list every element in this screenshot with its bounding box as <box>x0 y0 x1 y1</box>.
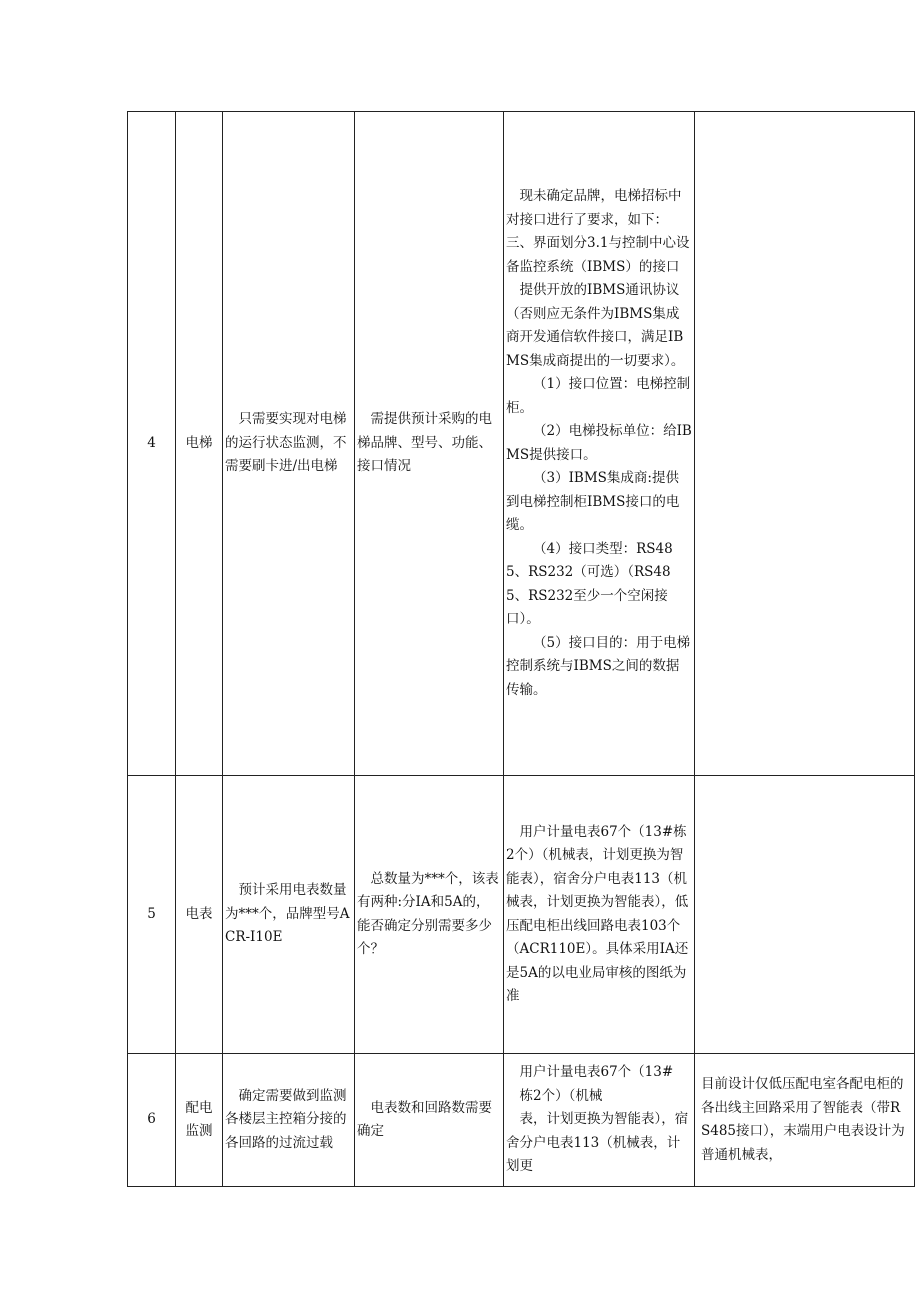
reply-paragraph: （3）IBMS集成商:提供到电梯控制柜IBMS接口的电缆。 <box>506 470 680 533</box>
note-cell <box>695 776 915 1054</box>
reply-paragraph: 现未确定品牌，电梯招标中对接口进行了要求，如下： <box>506 188 682 228</box>
reply-paragraph: 用户计量电表67个（13#栋2个）（机械表，计划更换为智能表），宿舍分户电表113（机械表，计划更换为智能表），低压配电柜出线回路电表103个（ACR110E）。具体采用IA还是5A的以电业局审核的图纸为准 <box>506 823 689 1004</box>
question-cell <box>355 1054 504 1187</box>
question-text: 需提供预计采购的电梯品牌、型号、功能、接口情况 <box>357 411 492 475</box>
reply-paragraph: 提供开放的IBMS通讯协议（否则应无条件为IBMS集成商开发通信软件接口，满足IBMS集成商提出的一切要求）。 <box>506 282 685 369</box>
table-row <box>128 112 915 776</box>
requirement-text: 预计采用电表数量为***个，品牌型号ACR-I10E <box>225 882 350 946</box>
row-number: 5 <box>128 776 176 1054</box>
reply-paragraph: 三、界面划分3.1与控制中心设备监控系统（IBMS）的接口 <box>506 235 690 275</box>
reply-paragraph: （4）接口类型：RS485、RS232（可选）（RS485、RS232至少一个空闲接口）。 <box>506 540 673 627</box>
table-row <box>128 1054 915 1187</box>
reply-paragraph: （2）电梯投标单位：给IBMS提供接口。 <box>506 423 692 463</box>
note-cell <box>695 112 915 776</box>
question-text: 电表数和回路数需要确定 <box>357 1099 492 1139</box>
question-text: 总数量为***个，该表有两种:分IA和5A的，能否确定分别需要多少个？ <box>357 870 499 957</box>
reply-cell <box>504 112 695 776</box>
row-number: 4 <box>128 112 176 776</box>
requirement-cell <box>223 776 355 1054</box>
item-name: 配电监测 <box>176 1054 223 1187</box>
reply-paragraph: 表，计划更换为智能表），宿舍分户电表113（机械表，计划更 <box>506 1111 689 1175</box>
reply-cell <box>504 776 695 1054</box>
note-cell <box>695 1054 915 1187</box>
reply-paragraph: 栋2个）（机械 <box>519 1087 603 1104</box>
row-number: 6 <box>128 1054 176 1187</box>
requirement-text: 确定需要做到监测各楼层主控箱分接的各回路的过流过载 <box>225 1087 347 1151</box>
reply-paragraph: （5）接口目的：用于电梯控制系统与IBMS之间的数据传输。 <box>506 634 691 698</box>
requirement-cell <box>223 1054 355 1187</box>
reply-paragraph: 用户计量电表67个（13# <box>519 1064 674 1081</box>
question-cell <box>355 776 504 1054</box>
requirement-cell <box>223 112 355 776</box>
question-cell <box>355 112 504 776</box>
note-text: 目前设计仅低压配电室各配电柜的各出线主回路采用了智能表（带RS485接口），末端用户电表设计为普通机械表， <box>701 1076 905 1163</box>
item-name: 电表 <box>176 776 223 1054</box>
table-row <box>128 776 915 1054</box>
reply-paragraph: （1）接口位置：电梯控制柜。 <box>506 376 691 416</box>
requirement-text: 只需要实现对电梯的运行状态监测，不需要刷卡进/出电梯 <box>225 411 347 475</box>
requirements-table <box>127 111 915 1187</box>
reply-cell <box>504 1054 695 1187</box>
item-name: 电梯 <box>176 112 223 776</box>
